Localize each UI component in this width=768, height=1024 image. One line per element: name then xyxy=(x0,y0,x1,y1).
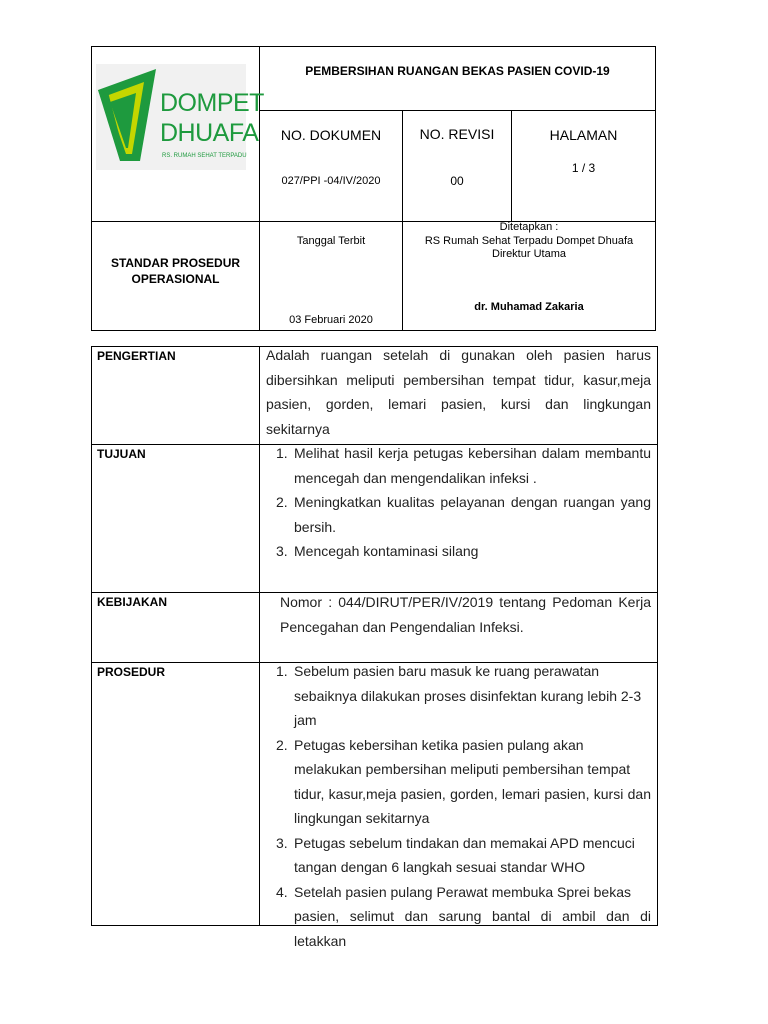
spo-title-line2: OPERASIONAL xyxy=(131,272,220,286)
tanggal-terbit-label: Tanggal Terbit xyxy=(296,235,366,247)
ditetapkan-block xyxy=(403,221,655,262)
pengertian-line: Adalah ruangan setelah di gunakan oleh pasien harus xyxy=(266,347,651,363)
table-border xyxy=(91,46,92,331)
list-item xyxy=(266,539,651,564)
list-item-line: bersih. xyxy=(294,518,337,535)
list-item-line: Petugas kebersihan ketika pasien pulang akan xyxy=(294,736,584,753)
list-item-line: lingkungan sekitarnya xyxy=(294,810,430,826)
table-border xyxy=(91,46,656,47)
no-revisi-label: NO. REVISI xyxy=(419,126,495,142)
list-item-line: sebaiknya dilakukan proses disinfektan kurang lebih 2-3 xyxy=(294,687,642,704)
halaman-value: 1 / 3 xyxy=(571,161,596,175)
ditetapkan-line3: Direktur Utama xyxy=(492,248,566,260)
section-label-kebijakan: KEBIJAKAN xyxy=(97,595,168,609)
pengertian-line: dibersihkan meliputi pembersihan tempat tidur, kasur,meja xyxy=(266,371,651,388)
list-item-line: melakukan pembersihan meliputi pembersihan tempat xyxy=(294,761,631,777)
list-item xyxy=(266,880,651,954)
logo-tagline: RS. RUMAH SEHAT TERPADU xyxy=(162,153,247,159)
table-border xyxy=(657,346,658,926)
list-item-number: 2. xyxy=(276,494,288,510)
table-border xyxy=(259,110,656,111)
kebijakan-line: Nomor : 044/DIRUT/PER/IV/2019 tentang Pedoman Kerja xyxy=(280,594,651,610)
no-revisi-value: 00 xyxy=(450,174,464,188)
logo xyxy=(96,64,264,170)
kebijakan-line: Pencegahan dan Pengendalian Infeksi. xyxy=(280,618,524,635)
table-border xyxy=(259,346,260,926)
list-item-number: 3. xyxy=(276,543,288,559)
section-label-prosedur: PROSEDUR xyxy=(97,665,166,679)
logo-text-dompet: DOMPET xyxy=(160,89,264,117)
list-item-line: tangan dengan 6 langkah sesuai standar WHO xyxy=(294,859,586,875)
list-item-line: Sebelum pasien baru masuk ke ruang perawatan xyxy=(294,663,600,679)
spo-title xyxy=(92,255,259,287)
halaman-label: HALAMAN xyxy=(549,127,618,143)
list-item-number: 1. xyxy=(276,445,288,461)
document-title: PEMBERSIHAN RUANGAN BEKAS PASIEN COVID-19 xyxy=(305,64,610,78)
spo-title-line1: STANDAR PROSEDUR xyxy=(110,256,241,270)
list-item-line: Meningkatkan kualitas pelayanan dengan ruangan yang xyxy=(294,494,651,510)
list-item-number: 3. xyxy=(276,834,288,851)
list-item xyxy=(266,733,651,831)
list-item xyxy=(266,831,651,880)
section-body-pengertian xyxy=(266,343,651,441)
list-item-line: Setelah pasien pulang Perawat membuka Sprei bekas xyxy=(294,883,631,900)
ditetapkan-line1: Ditetapkan : xyxy=(499,221,559,233)
list-item-line: Melihat hasil kerja petugas kebersihan dalam membantu xyxy=(294,445,651,461)
section-body-kebijakan xyxy=(280,590,651,639)
prosedur-list xyxy=(266,659,651,953)
list-item-line: jam xyxy=(294,712,317,728)
list-item xyxy=(266,659,651,733)
no-dokumen-value: 027/PPI -04/IV/2020 xyxy=(281,175,381,187)
list-item-number: 1. xyxy=(276,663,288,679)
pengertian-line: sekitarnya xyxy=(266,420,330,437)
section-label-pengertian: PENGERTIAN xyxy=(97,349,176,363)
list-item-number: 4. xyxy=(276,883,288,900)
list-item-line: Mencegah kontaminasi silang xyxy=(294,543,479,559)
tujuan-list xyxy=(266,441,651,564)
list-item-line: mencegah dan mengendalikan infeksi . xyxy=(294,469,537,486)
ditetapkan-line2: RS Rumah Sehat Terpadu Dompet Dhuafa xyxy=(424,234,634,247)
signatory-name: dr. Muhamad Zakaria xyxy=(474,301,584,313)
list-item xyxy=(266,490,651,539)
pengertian-line: pasien, gorden, lemari pasien, kursi dan lingkungan xyxy=(266,396,651,412)
table-border xyxy=(655,46,656,331)
list-item xyxy=(266,441,651,490)
tanggal-terbit-value: 03 Februari 2020 xyxy=(289,314,373,326)
no-dokumen-label: NO. DOKUMEN xyxy=(280,127,382,143)
list-item-line: tidur, kasur,meja pasien, gorden, lemari pasien, kursi dan xyxy=(294,785,651,802)
list-item-line: Petugas sebelum tindakan dan memakai APD mencuci xyxy=(294,834,635,851)
table-border xyxy=(91,330,656,331)
table-border xyxy=(91,346,92,926)
logo-text-dhuafa: DHUAFA xyxy=(160,119,259,147)
section-label-tujuan: TUJUAN xyxy=(97,447,146,461)
list-item-line: pasien, selimut dan sarung bantal di ambil dan di letakkan xyxy=(294,908,651,949)
list-item-number: 2. xyxy=(276,736,288,753)
